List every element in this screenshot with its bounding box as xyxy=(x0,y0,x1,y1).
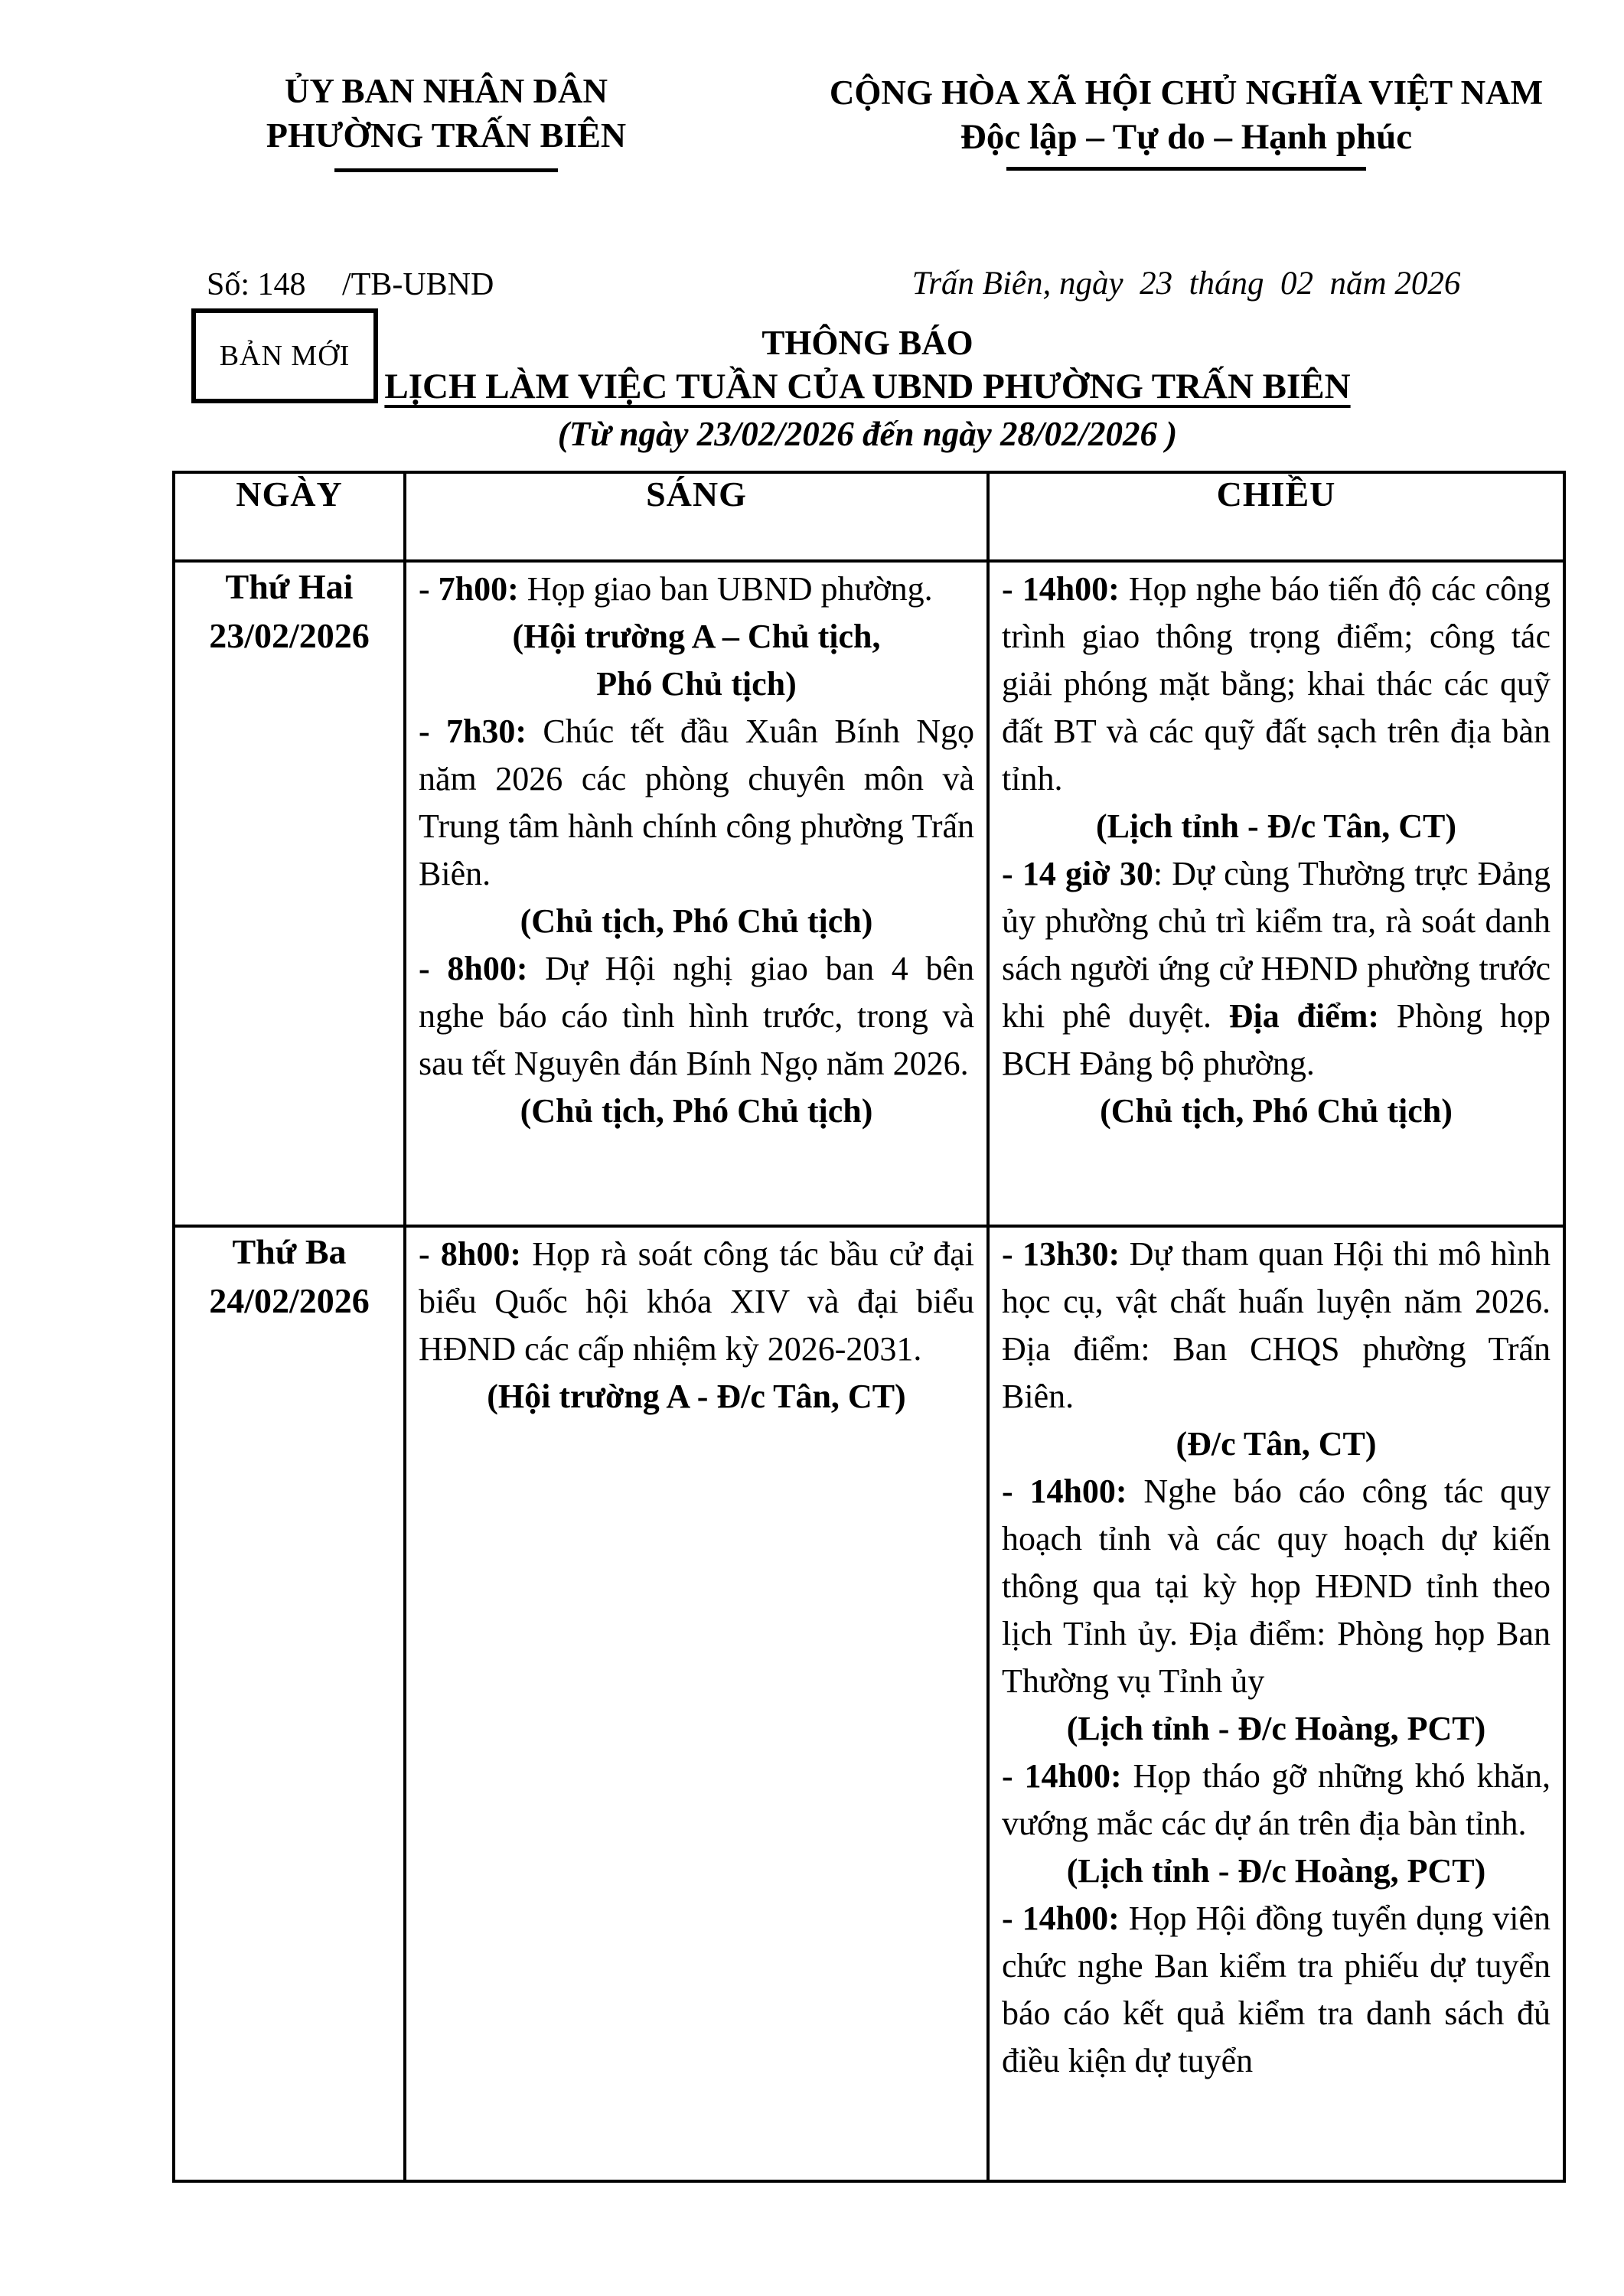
schedule-text-bold: - 8h00: xyxy=(419,1235,521,1273)
schedule-paragraph xyxy=(1002,1468,1551,1705)
schedule-text-bold: (Chủ tịch, Phó Chủ tịch) xyxy=(520,1092,873,1130)
schedule-cell-content xyxy=(406,563,986,1224)
schedule-text: Chúc tết đầu Xuân Bính Ngọ năm 2026 các phòng chuyên môn và Trung tâm hành chính công phường Trấn Biên. xyxy=(419,713,974,892)
schedule-paragraph xyxy=(1002,1753,1551,1848)
schedule-cell-monday-morning xyxy=(405,561,988,1226)
national-motto: Độc lập – Tự do – Hạnh phúc xyxy=(960,117,1413,157)
day-name: Thứ Hai xyxy=(225,567,354,606)
place-date: Trấn Biên, ngày 23 tháng 02 năm 2026 xyxy=(911,266,1461,302)
national-title: CỘNG HÒA XÃ HỘI CHỦ NGHĨA VIỆT NAM xyxy=(829,73,1544,112)
schedule-paragraph xyxy=(1002,1895,1551,2085)
org-header-underline xyxy=(334,168,558,172)
doc-title-line1: THÔNG BÁO xyxy=(761,324,973,362)
schedule-paragraph xyxy=(1002,566,1551,803)
doc-title-date-range: (Từ ngày 23/02/2026 đến ngày 28/02/2026 ) xyxy=(557,415,1178,453)
schedule-paragraph xyxy=(1002,1705,1551,1753)
schedule-text-bold: - 14h00: xyxy=(1002,1757,1122,1795)
org-name-line2: PHƯỜNG TRẤN BIÊN xyxy=(266,116,627,155)
schedule-cell-content xyxy=(990,1228,1563,2180)
schedule-cell-monday-afternoon xyxy=(988,561,1564,1226)
table-row xyxy=(174,561,1564,1226)
schedule-text: Phòng họp BCH Đảng bộ phường. xyxy=(1002,997,1551,1082)
schedule-paragraph xyxy=(419,1231,974,1373)
schedule-paragraph xyxy=(419,613,974,660)
schedule-text: : Dự cùng Thường trực Đảng ủy phường chủ trì kiểm tra, rà soát danh sách người ứng cử HĐND phường trước khi phê duyệt. xyxy=(1002,855,1551,1035)
schedule-text-bold: (Đ/c Tân, CT) xyxy=(1176,1425,1377,1463)
day-cell-monday xyxy=(174,561,405,1226)
national-header-right xyxy=(781,70,1592,171)
schedule-cell-tuesday-morning xyxy=(405,1226,988,2181)
schedule-cell-tuesday-afternoon xyxy=(988,1226,1564,2181)
schedule-text-bold: - 7h00: xyxy=(419,570,519,608)
org-header-left xyxy=(178,69,714,172)
schedule-paragraph xyxy=(1002,803,1551,850)
schedule-text-bold: - 14 giờ 30 xyxy=(1002,855,1153,892)
schedule-paragraph xyxy=(1002,850,1551,1088)
schedule-text: Họp tháo gỡ những khó khăn, vướng mắc các dự án trên địa bàn tỉnh. xyxy=(1002,1757,1551,1842)
schedule-table xyxy=(172,471,1566,2183)
schedule-text-bold: (Lịch tỉnh - Đ/c Tân, CT) xyxy=(1095,807,1457,845)
schedule-text-bold: - 7h30: xyxy=(419,713,527,750)
schedule-text-bold: (Lịch tỉnh - Đ/c Hoàng, PCT) xyxy=(1066,1852,1486,1890)
schedule-text-bold: - 8h00: xyxy=(419,950,528,987)
schedule-text-bold: (Lịch tỉnh - Đ/c Hoàng, PCT) xyxy=(1066,1710,1486,1747)
schedule-text-bold: (Hội trường A – Chủ tịch, xyxy=(512,618,881,655)
column-header-morning: SÁNG xyxy=(405,472,988,561)
doc-number: Số: 148 xyxy=(207,267,306,302)
motto-underline xyxy=(1006,167,1366,171)
schedule-text-bold: (Hội trường A - Đ/c Tân, CT) xyxy=(487,1378,906,1415)
day-date: 24/02/2026 xyxy=(209,1281,370,1320)
doc-title-line2: LỊCH LÀM VIỆC TUẦN CỦA UBND PHƯỜNG TRẤN BIÊN xyxy=(384,367,1351,406)
schedule-text-bold: - 14h00: xyxy=(1002,570,1120,608)
schedule-paragraph xyxy=(419,708,974,898)
table-header-row xyxy=(174,472,1564,561)
schedule-text-bold: - 14h00: xyxy=(1002,1473,1127,1510)
schedule-text-bold: Phó Chủ tịch) xyxy=(596,665,797,703)
schedule-text: Dự Hội nghị giao ban 4 bên nghe báo cáo tình hình trước, trong và sau tết Nguyên đán Bính Ngọ năm 2026. xyxy=(419,950,974,1082)
schedule-text: Họp nghe báo tiến độ các công trình giao thông trọng điểm; công tác giải phóng mặt bằng; khai thác các quỹ đất BT và các quỹ đất sạch trên địa bàn tỉnh. xyxy=(1002,570,1551,797)
schedule-text: Họp giao ban UBND phường. xyxy=(518,570,933,608)
schedule-paragraph xyxy=(1002,1088,1551,1135)
schedule-text: Họp rà soát công tác bầu cử đại biểu Quốc hội khóa XIV và đại biểu HĐND các cấp nhiệm kỳ 2026-2031. xyxy=(419,1235,975,1368)
column-header-afternoon: CHIỀU xyxy=(988,472,1564,561)
day-name: Thứ Ba xyxy=(232,1232,347,1271)
schedule-text-bold: - 13h30: xyxy=(1002,1235,1120,1273)
schedule-paragraph xyxy=(1002,1848,1551,1895)
schedule-cell-content xyxy=(406,1228,986,2180)
schedule-paragraph xyxy=(419,1373,974,1420)
schedule-paragraph xyxy=(1002,1231,1551,1420)
schedule-paragraph xyxy=(419,566,974,613)
schedule-cell-content xyxy=(990,563,1563,1224)
schedule-text-bold: (Chủ tịch, Phó Chủ tịch) xyxy=(520,902,873,940)
schedule-paragraph xyxy=(419,1088,974,1135)
day-date: 23/02/2026 xyxy=(209,616,370,655)
day-cell-tuesday xyxy=(174,1226,405,2181)
schedule-text: Nghe báo cáo công tác quy hoạch tỉnh và các quy hoạch dự kiến thông qua tại kỳ họp HĐND tỉnh theo lịch Tỉnh ủy. Địa điểm: Phòng họp Ban Thường vụ Tỉnh ủy xyxy=(1002,1473,1551,1700)
schedule-text-bold: Địa điểm: xyxy=(1228,997,1380,1035)
schedule-text: Họp Hội đồng tuyển dụng viên chức nghe Ban kiểm tra phiếu dự tuyển báo cáo kết quả kiểm tra danh sách đủ điều kiện dự tuyển xyxy=(1002,1900,1551,2079)
stamp-label: BẢN MỚI xyxy=(219,340,351,372)
schedule-paragraph xyxy=(419,660,974,708)
doc-symbol: /TB-UBND xyxy=(342,267,494,302)
schedule-text-bold: (Chủ tịch, Phó Chủ tịch) xyxy=(1100,1092,1453,1130)
title-block xyxy=(172,321,1563,456)
schedule-text-bold: - 14h00: xyxy=(1002,1900,1120,1937)
schedule-text: Dự tham quan Hội thi mô hình học cụ, vật chất huấn luyện năm 2026. Địa điểm: Ban CHQS phường Trấn Biên. xyxy=(1002,1235,1551,1415)
column-header-day: NGÀY xyxy=(174,472,405,561)
table-row xyxy=(174,1226,1564,2181)
schedule-paragraph xyxy=(419,945,974,1088)
schedule-paragraph xyxy=(1002,1420,1551,1468)
schedule-paragraph xyxy=(419,898,974,945)
org-name-line1: ỦY BAN NHÂN DÂN xyxy=(284,72,608,110)
